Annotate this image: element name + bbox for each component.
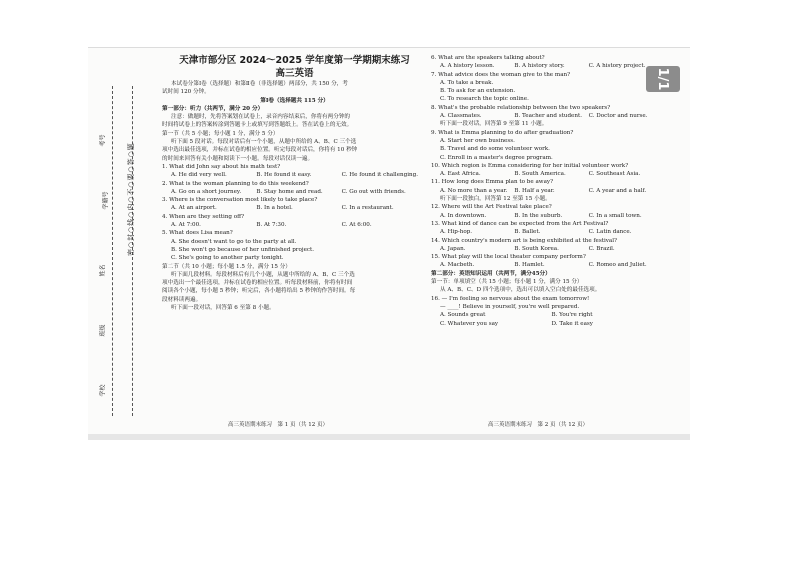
- school-field: 学校: [99, 384, 107, 397]
- answer-option: C. A year and a half.: [588, 187, 647, 194]
- answer-option: B. At 7:30.: [256, 222, 287, 229]
- answer-option: B. In a hotel.: [256, 205, 293, 212]
- text-line: 第一部分：听力（共两节，满分 20 分）: [162, 105, 264, 112]
- text-line: 第一节：单项填空（共 15 小题；每小题 1 分，满分 15 分）: [431, 279, 583, 286]
- text-line: 13. What kind of dance can be expected from the Art Festival?: [431, 220, 609, 227]
- answer-option: A. No more than a year.: [440, 187, 508, 194]
- answer-options: [431, 311, 663, 319]
- answer-option: B. Teacher and student.: [514, 113, 582, 120]
- text-line: 的时间来回答有关小题和阅读下一小题。每段对话仅读一遍。: [162, 155, 314, 162]
- answer-option: B. He found it easy.: [256, 172, 312, 179]
- text-line: 第一节（共 5 小题；每小题 1 分，满分 5 分）: [162, 130, 279, 137]
- answer-option: C. Brazil.: [588, 245, 615, 252]
- answer-options: [431, 228, 663, 236]
- answer-option: A. In downtown.: [440, 212, 487, 219]
- page-1-content: [162, 80, 427, 312]
- answer-option: B. South America.: [514, 171, 566, 178]
- text-line: 本试卷分第Ⅰ卷（选择题）和第Ⅱ卷（非选择题）两部分，共 150 分，考: [171, 81, 348, 87]
- answer-option: A. Go on a short journey.: [171, 188, 242, 195]
- answer-option: C. Southeast Asia.: [588, 171, 641, 178]
- text-line: C. To research the topic online.: [440, 96, 529, 103]
- answer-options: [431, 261, 663, 269]
- text-line: 听下面 5 段对话。每段对话后有一个小题，从题中所给的 A、B、C 三个选: [171, 139, 357, 146]
- text-line: 14. Which country's modern art is being exhibited at the festival?: [431, 237, 618, 244]
- text-line: A. To take a break.: [440, 79, 494, 86]
- answer-option: C. Doctor and nurse.: [588, 113, 648, 120]
- answer-options: [431, 112, 663, 120]
- text-line: 从 A、B、C、D 四个选项中，选出可以填入空白处的最佳选项。: [440, 287, 601, 294]
- answer-option: B. A history story.: [514, 63, 565, 70]
- text-line: A. Start her own business.: [440, 137, 515, 144]
- exam-number-field: 考号: [99, 134, 107, 147]
- text-line: 16. — I'm feeling so nervous about the exam tomorrow!: [431, 295, 590, 302]
- text-line: 听下面一段独白，回答第 12 至第 15 小题。: [440, 196, 551, 203]
- answer-options: [162, 188, 427, 196]
- text-line: 试时间 120 分钟。: [162, 89, 210, 96]
- page-2-footer: 高三英语期末练习 第 2 页（共 12 页）: [488, 422, 588, 428]
- answer-option: C. Romeo and Juliet.: [588, 262, 647, 269]
- answer-options: [162, 204, 427, 212]
- text-line: 听下面一段对话，回答第 9 至第 11 小题。: [440, 121, 548, 128]
- answer-options: [431, 170, 663, 178]
- text-line: 8. What's the probable relationship between the two speakers?: [431, 104, 611, 111]
- answer-option: B. Half a year.: [514, 187, 555, 194]
- exam-subject: 高三英语: [275, 68, 314, 79]
- text-line: 时间将试卷上的答案转涂到答题卡上或填写到答题纸上。答在试卷上的无效。: [162, 122, 353, 129]
- text-line: 6. What are the speakers talking about?: [431, 55, 545, 61]
- answer-option: B. Hamlet.: [514, 262, 545, 269]
- text-line: 5. What does Lisa mean?: [162, 230, 233, 237]
- answer-option: C. He found it challenging.: [341, 172, 418, 179]
- text-line: 听下面一段对话，回答第 6 至第 8 小题。: [171, 305, 275, 312]
- answer-option: A. A history lesson.: [440, 63, 495, 70]
- text-line: 第Ⅰ卷（选择题共 115 分）: [260, 97, 329, 104]
- answer-option: A. He did very well.: [171, 172, 227, 179]
- class-field: 班级: [99, 324, 107, 337]
- text-line: 第二部分：英语知识运用（共两节，满分45分）: [431, 270, 551, 277]
- answer-option: B. You're right: [551, 312, 593, 319]
- answer-option: C. Latin dance.: [588, 229, 632, 236]
- name-field: 姓名: [99, 264, 107, 277]
- text-line: 项中选出一个最佳选项，并标在试卷的相应位置。听每段材料前，你将有时间: [162, 280, 353, 287]
- text-line: B. She won't go because of her unfinished project.: [171, 246, 315, 253]
- binding-margin: [88, 66, 144, 426]
- answer-option: B. South Korea.: [514, 245, 559, 252]
- text-line: 7. What advice does the woman give to the man?: [431, 71, 571, 78]
- answer-option: C. In a small town.: [588, 212, 642, 219]
- text-line: 12. Where will the Art Festival take place?: [431, 204, 552, 211]
- answer-option: A. Classmates.: [440, 113, 482, 120]
- answer-option: C. A history project.: [588, 63, 646, 70]
- text-line: 注意：做题时，先将答案划在试卷上，录音内容结束后，你将有两分钟的: [171, 114, 351, 121]
- text-line: 11. How long does Emma plan to be away?: [431, 179, 554, 186]
- text-line: B. Travel and do some volunteer work.: [440, 146, 550, 153]
- exam-sheet: [88, 47, 690, 440]
- page-indicator[interactable]: 1/1: [646, 66, 680, 92]
- text-line: 第二节（共 10 小题；每小题 1.5 分，满分 15 分）: [162, 263, 291, 270]
- text-line: C. She's going to another party tonight.: [171, 255, 284, 262]
- answer-option: B. Ballet.: [514, 229, 541, 236]
- page-1-column: [162, 54, 427, 312]
- answer-option: A. Sounds great: [440, 312, 486, 319]
- answer-options: [162, 221, 427, 229]
- text-line: 听下面几段材料。每段材料后有几个小题，从题中所给的 A、B、C 三个选: [171, 271, 355, 278]
- page-2-column: [431, 54, 663, 328]
- answer-options: [431, 320, 663, 328]
- text-line: 2. What is the woman planning to do this weekend?: [162, 180, 309, 187]
- answer-option: A. East Africa.: [440, 171, 481, 178]
- answer-options: [431, 212, 663, 220]
- page-1-footer: 高三英语期末练习 第 1 页（共 12 页）: [228, 422, 328, 428]
- text-line: 9. What is Emma planning to do after graduation?: [431, 129, 574, 136]
- answer-option: B. In the suburb.: [514, 212, 563, 219]
- answer-option: C. At 6:00.: [341, 222, 372, 229]
- text-line: B. To ask for an extension.: [440, 88, 516, 95]
- text-line: 阅读各个小题，每小题 5 秒钟；听完后，各小题将给出 5 秒钟的作答时间。每: [162, 288, 356, 295]
- seal-instruction: 密○封○线○内○不○要○答○题: [127, 142, 135, 256]
- text-line: 4. When are they setting off?: [162, 213, 245, 220]
- answer-option: A. Macbeth.: [440, 262, 475, 269]
- answer-option: C. Go out with friends.: [341, 188, 406, 195]
- answer-options: [162, 171, 427, 179]
- exam-title: 天津市部分区 2024～2025 学年度第一学期期末练习: [179, 55, 410, 66]
- answer-option: D. Take it easy: [551, 320, 593, 327]
- answer-option: B. Stay home and read.: [256, 188, 323, 195]
- answer-option: A. At an airport.: [171, 205, 217, 212]
- text-line: 1. What did John say about his math test?: [162, 163, 281, 170]
- text-line: A. She doesn't want to go to the party at all.: [171, 238, 297, 245]
- answer-options: [431, 187, 663, 195]
- answer-option: A. Hip-hop.: [440, 229, 473, 236]
- seal-line: [112, 86, 113, 416]
- answer-option: A. Japan.: [440, 245, 466, 252]
- answer-option: C. In a restaurant.: [341, 205, 394, 212]
- answer-options: [431, 245, 663, 253]
- text-line: C. Enroll in a master's degree program.: [440, 154, 553, 161]
- answer-option: C. Whatever you say: [440, 320, 499, 327]
- text-line: 15. What play will the local theater company perform?: [431, 254, 586, 261]
- text-line: 3. Where is the conversation most likely to take place?: [162, 197, 318, 204]
- text-line: 10. Which region is Emma considering for her initial volunteer work?: [431, 162, 629, 169]
- answer-option: A. At 7:00.: [171, 222, 201, 229]
- text-line: — ____! Believe in yourself, you're well prepared.: [440, 303, 580, 310]
- page-2-content: [431, 54, 663, 328]
- text-line: 段材料读两遍。: [162, 296, 202, 303]
- answer-options: [431, 62, 663, 70]
- text-line: 项中选出最佳选项，并标在试卷的相应位置。听完每段对话后，你将有 10 秒钟: [162, 147, 358, 154]
- student-id-field: 学籍号: [102, 191, 110, 210]
